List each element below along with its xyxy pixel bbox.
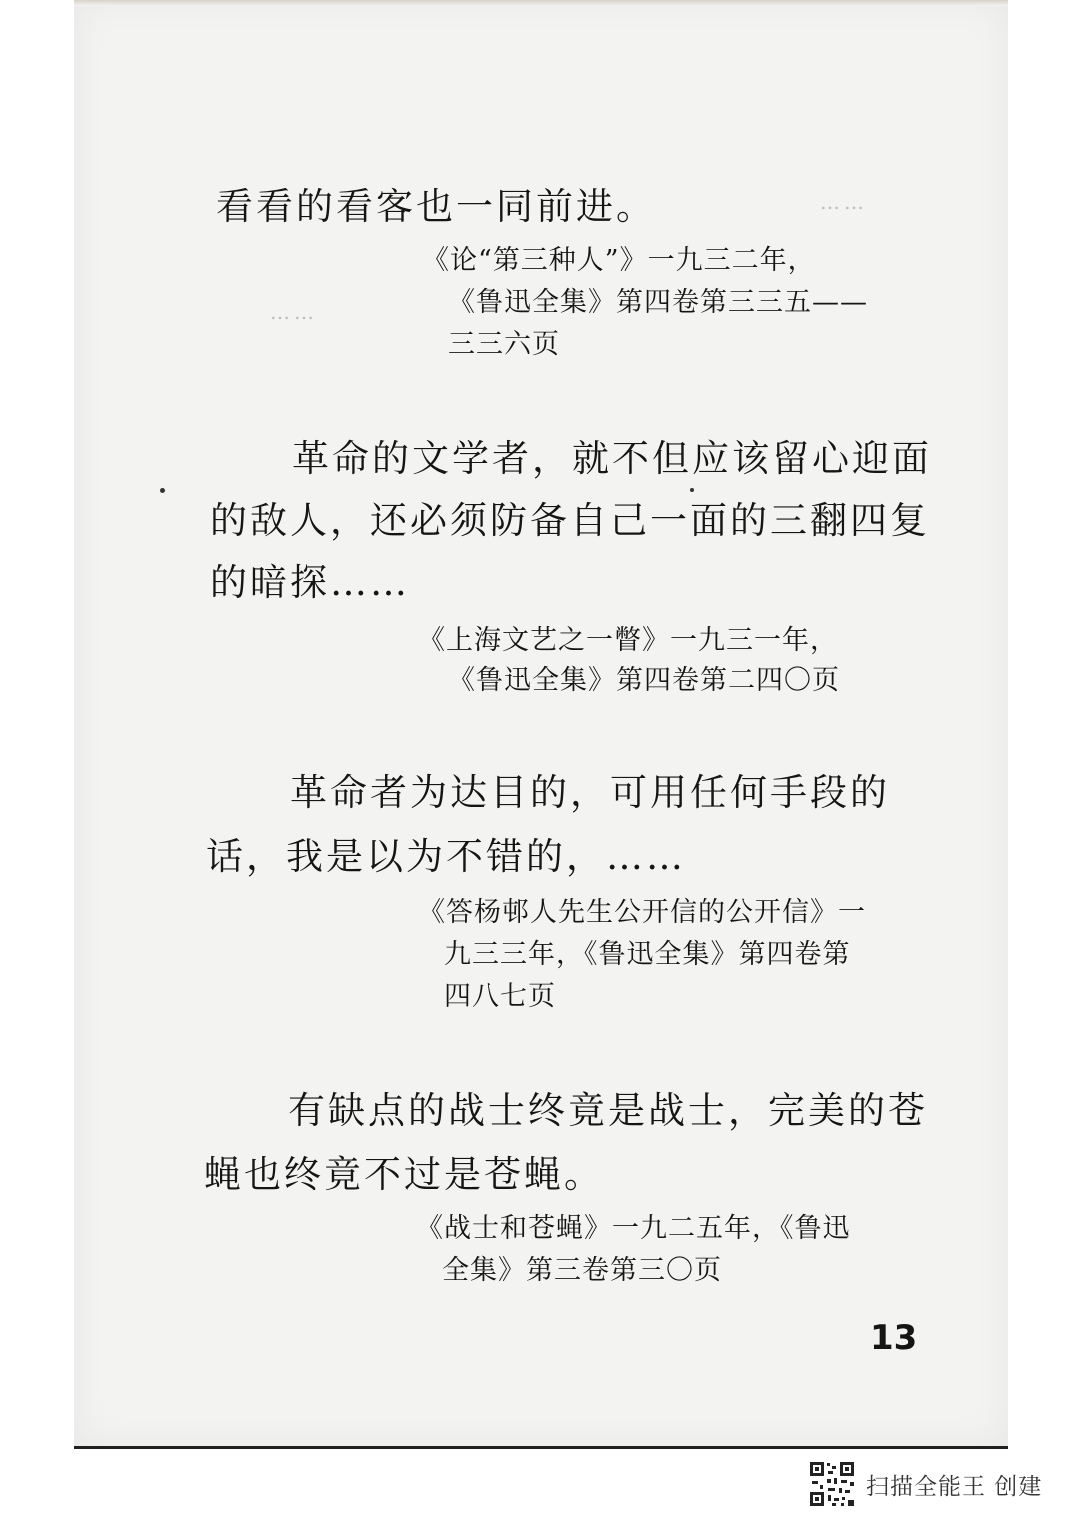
page-number: 13: [870, 1318, 918, 1358]
quote4-source-line2: 全集》第三卷第三〇页: [442, 1255, 722, 1286]
quote2-line2: 的敌人，还必须防备自己一面的三翻四复: [210, 499, 930, 542]
quote1-source-line2: 《鲁迅全集》第四卷第三三五——: [448, 287, 868, 318]
bleed-through-dots: ……: [270, 300, 318, 324]
bleed-through-dots: ……: [820, 190, 868, 214]
quote3-line1: 革命者为达目的，可用任何手段的: [290, 771, 890, 814]
quote2-line3: 的暗探……: [210, 561, 410, 604]
quote1-line1: 看看的看客也一同前进。: [216, 185, 656, 228]
quote2-line1: 革命的文学者，就不但应该留心迎面: [292, 437, 932, 480]
quote1-source-line1: 《论“第三种人”》一九三二年，: [422, 245, 816, 276]
quote3-source-line3: 四八七页: [444, 981, 556, 1012]
quote4-line2: 蝇也终竟不过是苍蝇。: [204, 1153, 604, 1196]
quote4-source-line1: 《战士和苍蝇》一九二五年，《鲁迅: [416, 1213, 851, 1244]
quote2-source-line2: 《鲁迅全集》第四卷第二四〇页: [448, 665, 840, 696]
quote2-source-line1: 《上海文艺之一瞥》一九三一年，: [418, 625, 838, 656]
quote3-source-line1: 《答杨邨人先生公开信的公开信》一: [418, 897, 866, 928]
quote3-line2: 话，我是以为不错的，……: [206, 835, 686, 878]
quote3-source-line2: 九三三年，《鲁迅全集》第四卷第: [444, 939, 851, 970]
quote1-source-line3: 三三六页: [448, 329, 560, 360]
speck: [160, 488, 165, 493]
quote4-line1: 有缺点的战士终竟是战士，完美的苍: [288, 1089, 928, 1132]
watermark-text: 扫描全能王 创建: [866, 1473, 1043, 1500]
scanner-watermark: [808, 1460, 1042, 1508]
qr-code-icon: [808, 1460, 856, 1508]
page-top-edge: [74, 0, 1008, 6]
